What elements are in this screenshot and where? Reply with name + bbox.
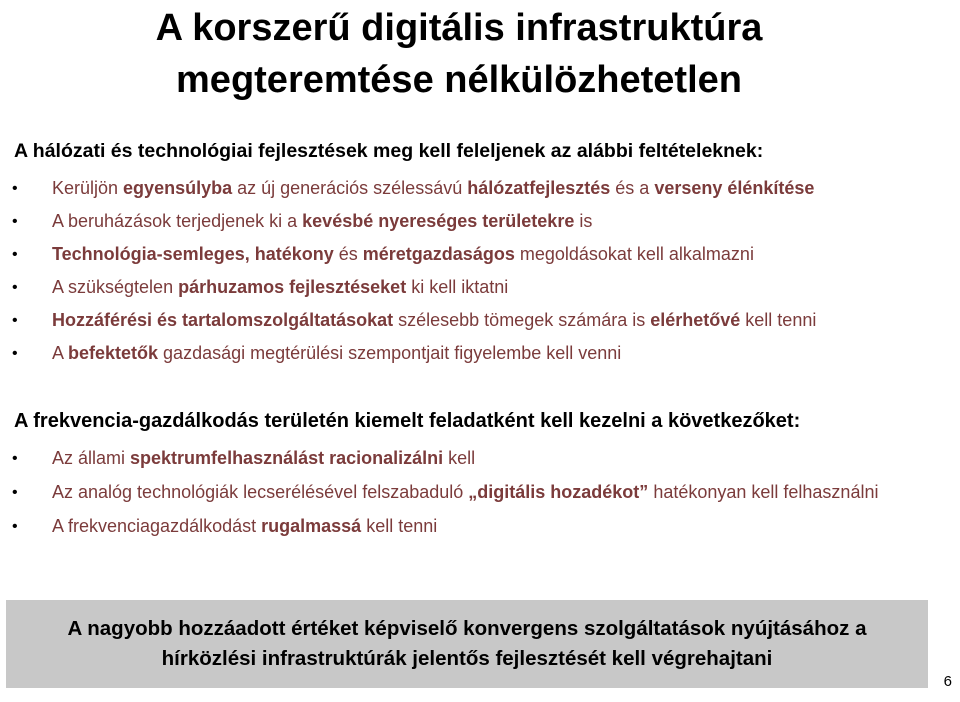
bullet-text: Az állami: [52, 448, 131, 468]
bullet-item: [0, 308, 912, 341]
bullet-text: gazdasági megtérülési szempontjait figyelembe kell venni: [158, 343, 622, 363]
slide-title-line1: A korszerű digitális infrastruktúra: [155, 7, 763, 49]
bullet-item: [0, 446, 912, 471]
bullet-text: az új generációs szélessávú: [232, 178, 468, 198]
bullet-dot-icon: •: [12, 279, 18, 296]
emphasis-text: verseny élénkítése: [654, 178, 815, 198]
page-number: 6: [943, 673, 952, 690]
bullet-dot-icon: •: [12, 180, 18, 197]
bullet-text: és: [333, 244, 363, 264]
bullet-text: ki kell iktatni: [406, 277, 509, 297]
bullet-text: is: [574, 211, 593, 231]
callout-line1: A nagyobb hozzáadott értéket képviselő konvergens szolgáltatások nyújtásához a: [67, 617, 867, 640]
bullet-text: megoldásokat kell alkalmazni: [514, 244, 754, 264]
section-heading-network: A hálózati és technológiai fejlesztések meg kell feleljenek az alábbi feltételeknek:: [14, 140, 764, 162]
emphasis-text: spektrumfelhasználást racionalizálni: [130, 448, 444, 468]
bullet-item: [0, 341, 912, 374]
emphasis-text: méretgazdaságos: [362, 244, 515, 264]
bullet-text: kell tenni: [740, 310, 817, 330]
emphasis-text: párhuzamos fejlesztéseket: [178, 277, 407, 297]
bullet-text: kell tenni: [361, 516, 438, 536]
emphasis-text: elérhetővé: [650, 310, 741, 330]
bullet-item: [0, 176, 912, 209]
slide-title: [0, 0, 918, 106]
bullet-dot-icon: •: [12, 450, 18, 467]
bullet-text: kell: [443, 448, 476, 468]
callout-line2: hírközlési infrastruktúrák jelentős fejlesztését kell végrehajtani: [161, 647, 773, 670]
emphasis-text: egyensúlyba: [123, 178, 233, 198]
bullet-dot-icon: •: [12, 312, 18, 329]
bullet-dot-icon: •: [12, 518, 18, 535]
bullet-text: A frekvenciagazdálkodást: [52, 516, 262, 536]
bullet-text: Az analóg technológiák lecserélésével felszabaduló: [52, 482, 469, 502]
bullet-text: és a: [610, 178, 655, 198]
bullet-item: [0, 242, 912, 275]
bullet-item: [0, 275, 912, 308]
emphasis-text: befektetők: [68, 343, 159, 363]
bullet-text: A szükségtelen: [52, 277, 179, 297]
bullet-dot-icon: •: [12, 213, 18, 230]
emphasis-text: hálózatfejlesztés: [467, 178, 611, 198]
emphasis-text: „digitális hozadékot”: [468, 482, 649, 502]
bullet-text: Kerüljön: [52, 178, 124, 198]
bullet-item: [0, 514, 912, 539]
emphasis-text: Technológia-semleges, hatékony: [52, 244, 334, 264]
bullet-dot-icon: •: [12, 345, 18, 362]
bullet-list-frequency: [0, 446, 912, 548]
bullet-dot-icon: •: [12, 484, 18, 501]
section-heading-frequency: A frekvencia-gazdálkodás területén kiemelt feladatként kell kezelni a következőket:: [14, 410, 801, 432]
conclusion-callout: [6, 600, 928, 688]
emphasis-text: kevésbé nyereséges területekre: [302, 211, 575, 231]
emphasis-text: rugalmassá: [261, 516, 362, 536]
bullet-list-network: [0, 176, 912, 374]
emphasis-text: Hozzáférési és tartalomszolgáltatásokat: [52, 310, 394, 330]
bullet-text: A: [52, 343, 69, 363]
bullet-text: A beruházások terjedjenek ki a: [52, 211, 303, 231]
slide-title-line2: megteremtése nélkülözhetetlen: [176, 59, 742, 101]
bullet-item: [0, 209, 912, 242]
bullet-text: hatékonyan kell felhasználni: [648, 482, 879, 502]
bullet-dot-icon: •: [12, 246, 18, 263]
bullet-text: szélesebb tömegek számára is: [393, 310, 651, 330]
bullet-item: [0, 480, 912, 505]
